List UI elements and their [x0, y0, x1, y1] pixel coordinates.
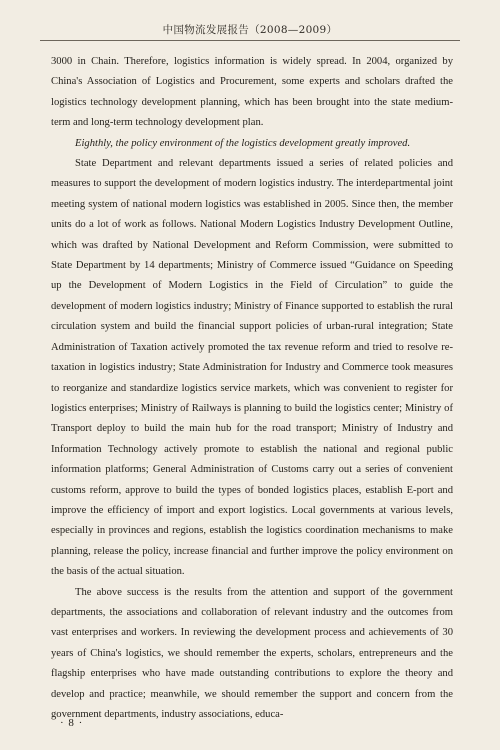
body-text [51, 52, 453, 725]
section-heading-eighthly: Eighthly, the policy environment of the logistics development greatly improved. [75, 137, 411, 149]
paragraph-continuation: 3000 in Chain. Therefore, logistics information is widely spread. In 2004, organized by China's Association of Logistics and Procurement, some experts and scholars drafted the logistics technology development planning, which has been brought into the state medium-term and long-term technology development plan. [51, 56, 453, 129]
header-title: 中国物流发展报告（2008—2009） [162, 24, 338, 36]
running-header [40, 22, 460, 41]
paragraph-success-summary: The above success is the results from the attention and support of the government departments, the associations and collaboration of relevant industry and the outcomes from vast enterprises and workers. In reviewing the development process and achievements of 30 years of China's logistics, we should remember the experts, scholars, entrepreneurs and the flagship enterprises who have made outstanding contributions to explore the theory and develop and practice; meanwhile, we should remember the support and concern from the government departments, industry associations, educa- [51, 586, 453, 720]
page-number: · 8 · [60, 717, 84, 729]
paragraph-policy-measures: State Department and relevant departments issued a series of related policies and measures to support the development of modern logistics industry. The interdepartmental joint meeting system of national modern logistics was established in 2005. Since then, the member units do a lot of work as follows. National Modern Logistics Industry Development Outline, which was drafted by National Development and Reform Commission, were submitted to State Department by 14 departments; Ministry of Commerce issued “Guidance on Speeding up the Development of Modern Logistics in the Field of Circulation” to guide the development of modern logistics industry; Ministry of Finance supported to establish the rural circulation system and build the financial support policies of urban-rural integration; State Administration of Taxation actively promoted the tax revenue reform and tried to resolve re-taxation in logistics industry; State Administration for Industry and Commerce took measures to reorganize and standardize logistics service markets, which was convenient to register for logistics enterprises; Ministry of Railways is planning to build the logistics center; Ministry of Transport deploy to build the main hub for the road transport; Ministry of Industry and Information Technology actively promote to establish the national and regional public information platforms; General Administration of Customs carry out a series of convenient customs reform, approve to build the types of bonded logistics places, establish E-port and improve the efficiency of import and export logistics. Local governments at various levels, especially in provinces and regions, establish the logistics coordination mechanisms to make planning, release the policy, increase financial and further improve the policy environment on the basis of the actual situation. [51, 158, 453, 578]
